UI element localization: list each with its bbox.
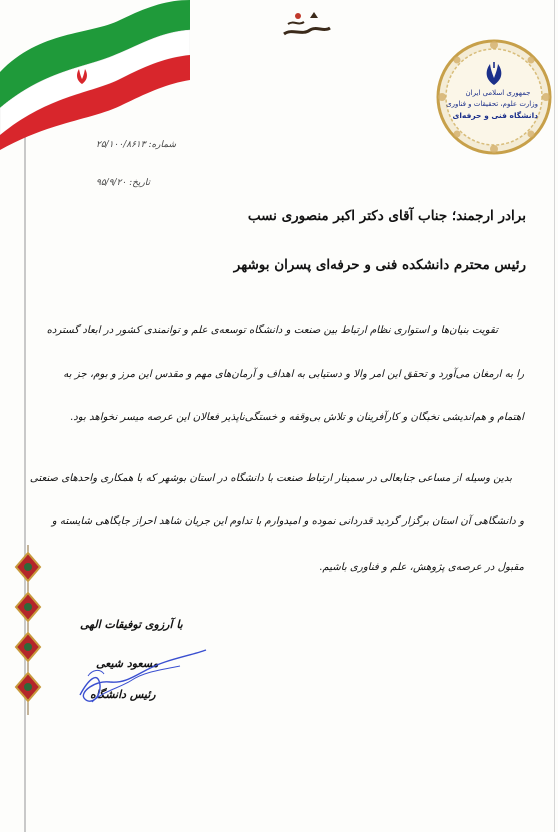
paragraph-line: بدین وسیله از مساعی جنابعالی در سمینار ارتباط صنعت با دانشگاه در استان بوشهر که با همکاری واحدهای صنعتی — [29, 473, 512, 484]
paragraph-line: اهتمام و هم‌اندیشی نخبگان و کارآفرینان و تلاش بی‌وقفه و خستگی‌ناپذیر فعالان این عرصه میسر نخواهد بود. — [69, 412, 524, 423]
decorative-side-ornament-icon — [12, 545, 44, 715]
calligraphy-ornament-icon — [280, 10, 332, 44]
paragraph-line: را به ارمغان می‌آورد و تحقق این امر والا و دستیابی به اهداف و آرمان‌های مهم و مقدس این مرز و بوم، جز به — [63, 369, 524, 380]
left-border-line — [24, 104, 26, 832]
emblem-line-ministry: وزارت علوم، تحقیقات و فناوری — [446, 100, 538, 108]
right-border-line — [554, 0, 555, 832]
signer-title: رئیس دانشگاه — [90, 688, 156, 701]
iran-flag-icon — [0, 0, 190, 150]
letter-number: شماره: ۲۵/۱۰۰/۸۶۱۳ — [96, 140, 177, 150]
paragraph-line: و دانشگاهی آن استان برگزار گردید قدردانی نموده و امیدوارم با تداوم این جریان شاهد احراز جایگاهی شایسته و — [51, 516, 524, 527]
closing-greeting: با آرزوی توفیقات الهی — [80, 618, 183, 631]
letter-date: تاریخ: ۹۵/۹/۲۰ — [96, 178, 151, 188]
emblem-line-country: جمهوری اسلامی ایران — [465, 89, 531, 97]
salutation: برادر ارجمند؛ جناب آقای دکتر اکبر منصوری نسب — [247, 208, 526, 224]
emblem-caption — [446, 88, 538, 121]
paragraph-line: مقبول در عرصه‌ی پژوهش، علم و فناوری باشیم. — [319, 562, 524, 573]
handwritten-signature-icon — [70, 640, 210, 715]
emblem-line-university: دانشگاه فنی و حرفه‌ای — [452, 111, 538, 120]
recipient-title: رئیس محترم دانشکده فنی و حرفه‌ای پسران بوشهر — [233, 257, 526, 273]
signer-name: مسعود شیعی — [96, 657, 159, 670]
paragraph-line: تقویت بنیان‌ها و استواری نظام ارتباط بین صنعت و دانشگاه توسعه‌ی علم و توانمندی کشور در ابعاد گسترده — [46, 325, 498, 336]
